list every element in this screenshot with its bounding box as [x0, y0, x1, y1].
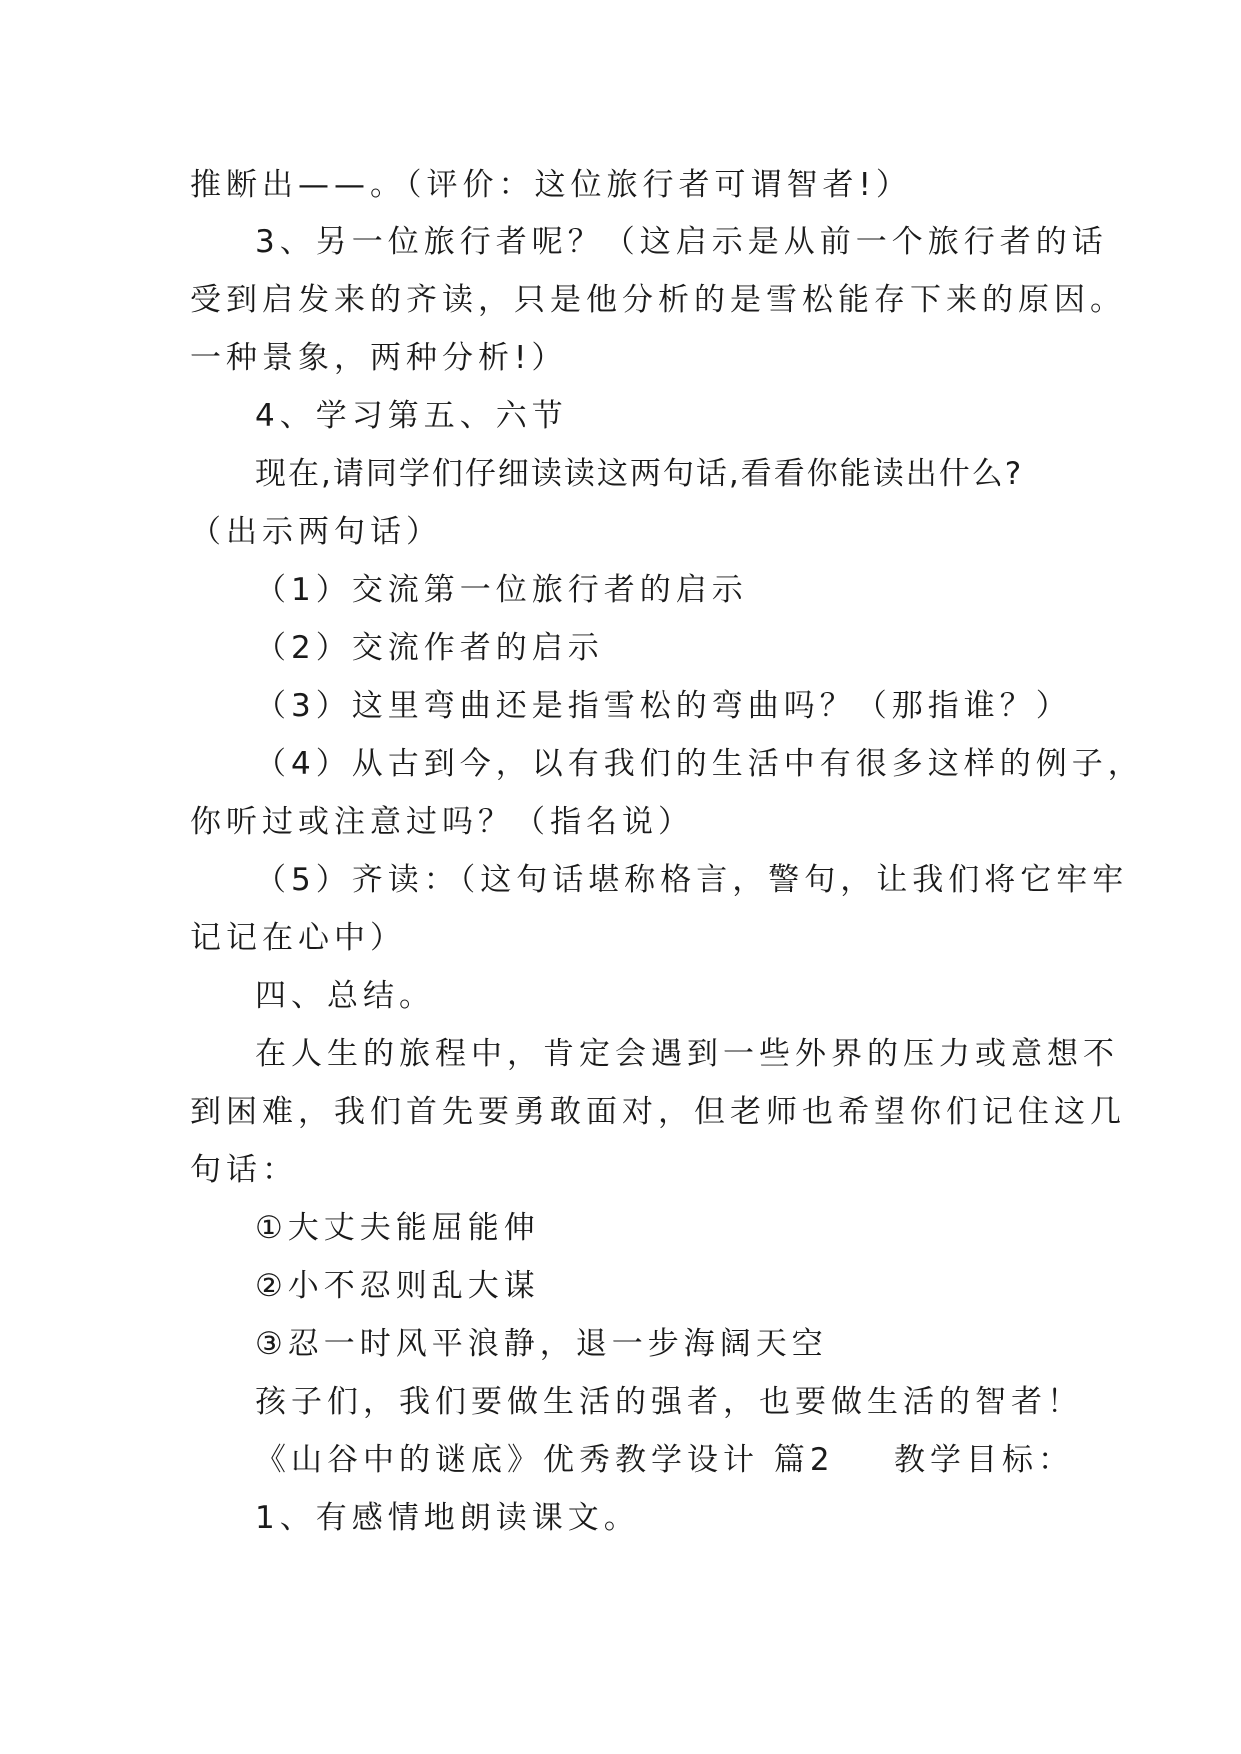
text-line: （5）齐读：（这句话堪称格言，警句，让我们将它牢牢: [255, 862, 1129, 898]
text-line: 你听过或注意过吗？（指名说）: [190, 804, 694, 840]
text-line: （2）交流作者的启示: [255, 630, 604, 666]
text-line: （1）交流第一位旅行者的启示: [255, 572, 748, 608]
text-line: 在人生的旅程中，肯定会遇到一些外界的压力或意想不: [255, 1036, 1119, 1072]
text-line: 受到启发来的齐读，只是他分析的是雪松能存下来的原因。: [190, 282, 1126, 318]
text-line: 现在,请同学们仔细读读这两句话,看看你能读出什么?: [255, 456, 1024, 492]
text-line: （4）从古到今，以有我们的生活中有很多这样的例子，: [255, 746, 1144, 782]
text-line: 记记在心中）: [190, 920, 406, 956]
section-heading: 四、总结。: [255, 978, 435, 1014]
text-line: 3、另一位旅行者呢？（这启示是从前一个旅行者的话: [255, 224, 1108, 260]
text-line: 孩子们，我们要做生活的强者，也要做生活的智者！: [255, 1384, 1083, 1420]
list-item: ①大丈夫能屈能伸: [255, 1210, 540, 1246]
text-line: 4、学习第五、六节: [255, 398, 568, 434]
text-line: （出示两句话）: [190, 514, 442, 550]
section-title: 《山谷中的谜底》优秀教学设计 篇2 教学目标：: [255, 1442, 1074, 1478]
text-line: 到困难，我们首先要勇敢面对，但老师也希望你们记住这几: [190, 1094, 1126, 1130]
text-line: 推断出——。（评价：这位旅行者可谓智者!）: [190, 167, 912, 203]
text-line: 1、有感情地朗读课文。: [255, 1500, 640, 1536]
text-line: （3）这里弯曲还是指雪松的弯曲吗？（那指谁？）: [255, 688, 1072, 724]
list-item: ③忍一时风平浪静，退一步海阔天空: [255, 1326, 828, 1362]
list-item: ②小不忍则乱大谋: [255, 1268, 540, 1304]
text-line: 一种景象，两种分析!）: [190, 340, 568, 376]
text-line: 句话：: [190, 1152, 298, 1188]
